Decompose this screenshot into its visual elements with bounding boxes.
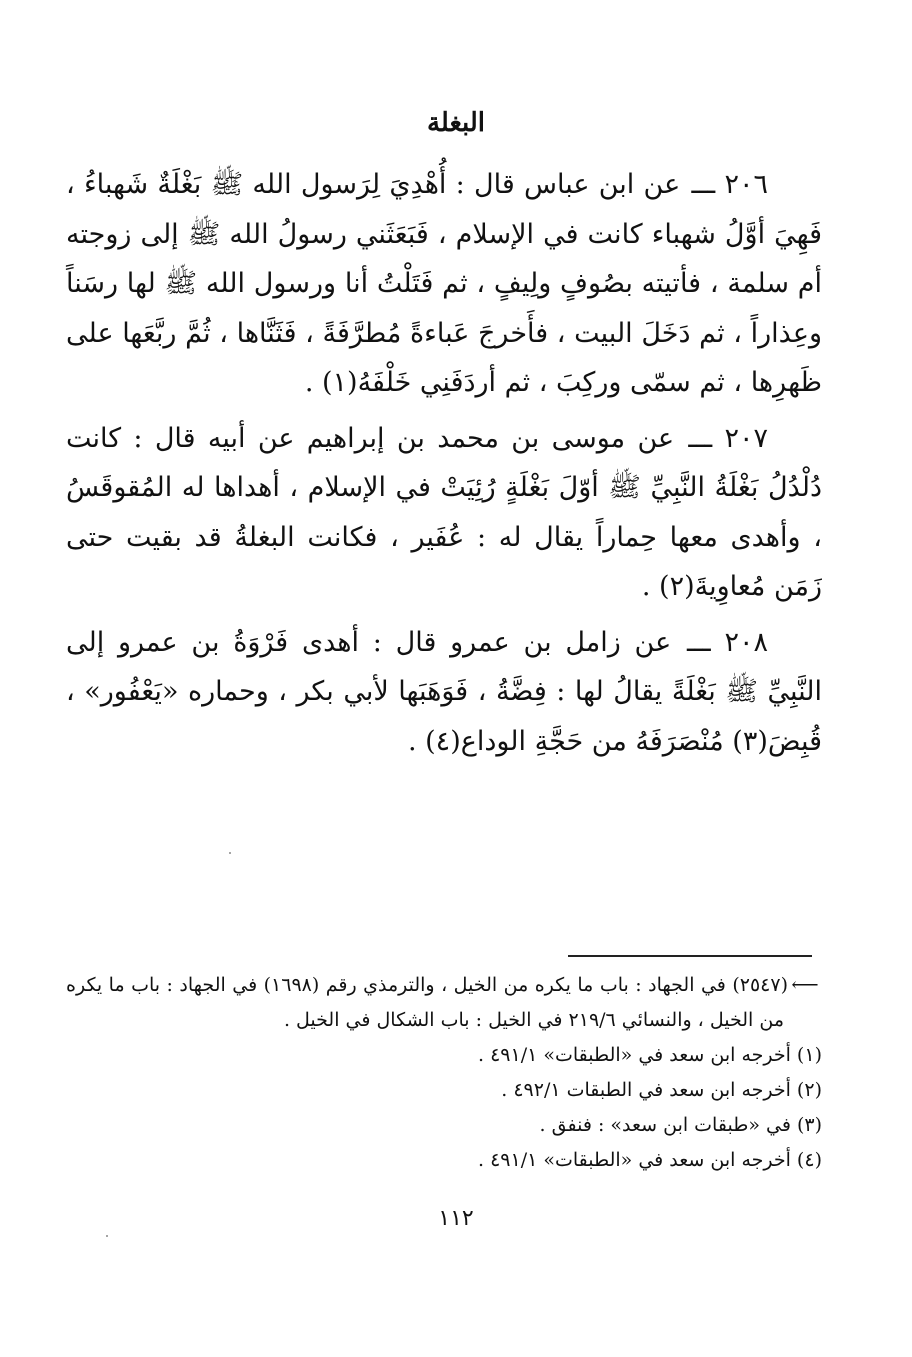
chapter-title: البغلة xyxy=(426,108,486,138)
entry-number: ٢٠٧ ـــ xyxy=(688,422,768,454)
footnote: (٤) أخرجه ابن سعد في «الطبقات» ٤٩١/١ . xyxy=(478,1149,822,1171)
footnote: (٣) في «طبقات ابن سعد» : فنفق . xyxy=(539,1114,822,1136)
footnote: (٢) أخرجه ابن سعد في الطبقات ٤٩٢/١ . xyxy=(501,1079,822,1101)
hadith-entry xyxy=(66,160,822,408)
entry-text: عن ابن عباس قال : أُهْدِيَ لِرَسول الله ﷺ بَغْلَةٌ شَهباءُ ، فَهِيَ أوَّلُ شهباء كانت في الإسلام ، فَبَعَثَني رسولُ الله ﷺ إلى زوجته أم سلمة ، فأتيته بصُوفٍ ولِيفٍ ، ثم فَتَلْتُ أنا ورسول الله ﷺ لها رسَناً وعِذاراً ، ثم دَخَلَ البيت ، فأَخرجَ عَباءةً مُطرَّفَةً ، فَثَنَّاها ، ثُمَّ ربَّعَها على ظَهرِها ، ثم سمّى وركِبَ ، ثم أردَفَنِي خَلْفَهُ(١) . xyxy=(66,169,822,398)
entry-number: ٢٠٨ ـــ xyxy=(686,626,768,658)
scan-speck xyxy=(229,852,231,854)
footnote-continuation-text: (٢٥٤٧) في الجهاد : باب ما يكره من الخيل ، والترمذي رقم (١٦٩٨) في الجهاد : باب ما يكره من الخيل ، والنسائي ٢١٩/٦ في الخيل : باب الشكال في الخيل . xyxy=(66,974,788,1031)
footnote-continuation xyxy=(66,968,822,1038)
entry-text: عن زامل بن عمرو قال : أهدى فَرْوَةُ بن عمرو إلى النَّبِيِّ ﷺ بَغْلَةً يقالُ لها : فِضَّةُ ، فَوَهَبَها لأبي بكر ، وحماره «يَعْفُور» ، قُبِضَ(٣) مُنْصَرَفَهُ من حَجَّةِ الوداع(٤) . xyxy=(66,626,822,757)
page-number: ١١٢ xyxy=(438,1206,474,1231)
hadith-entry xyxy=(66,618,822,767)
continuation-arrow-icon: ⟵ xyxy=(791,974,819,996)
hadith-entry xyxy=(66,414,822,612)
entry-number: ٢٠٦ ـــ xyxy=(691,169,768,200)
footnote: (١) أخرجه ابن سعد في «الطبقات» ٤٩١/١ . xyxy=(478,1044,822,1066)
scan-speck xyxy=(106,1235,108,1237)
entry-text: عن موسى بن محمد بن إبراهيم عن أبيه قال : كانت دُلْدُلُ بَغْلَةُ النَّبِيِّ ﷺ أوّلَ بَغْلَةٍ رُئِيَتْ في الإسلام ، أهداها له المُقوقَسُ ، وأهدى معها حِماراً يقال له : عُفَير ، فكانت البغلةُ قد بقيت حتى زَمَن مُعاوِيةَ(٢) . xyxy=(66,422,822,602)
main-text xyxy=(66,160,822,772)
footnote-separator xyxy=(568,955,812,957)
footnotes xyxy=(66,968,822,1178)
